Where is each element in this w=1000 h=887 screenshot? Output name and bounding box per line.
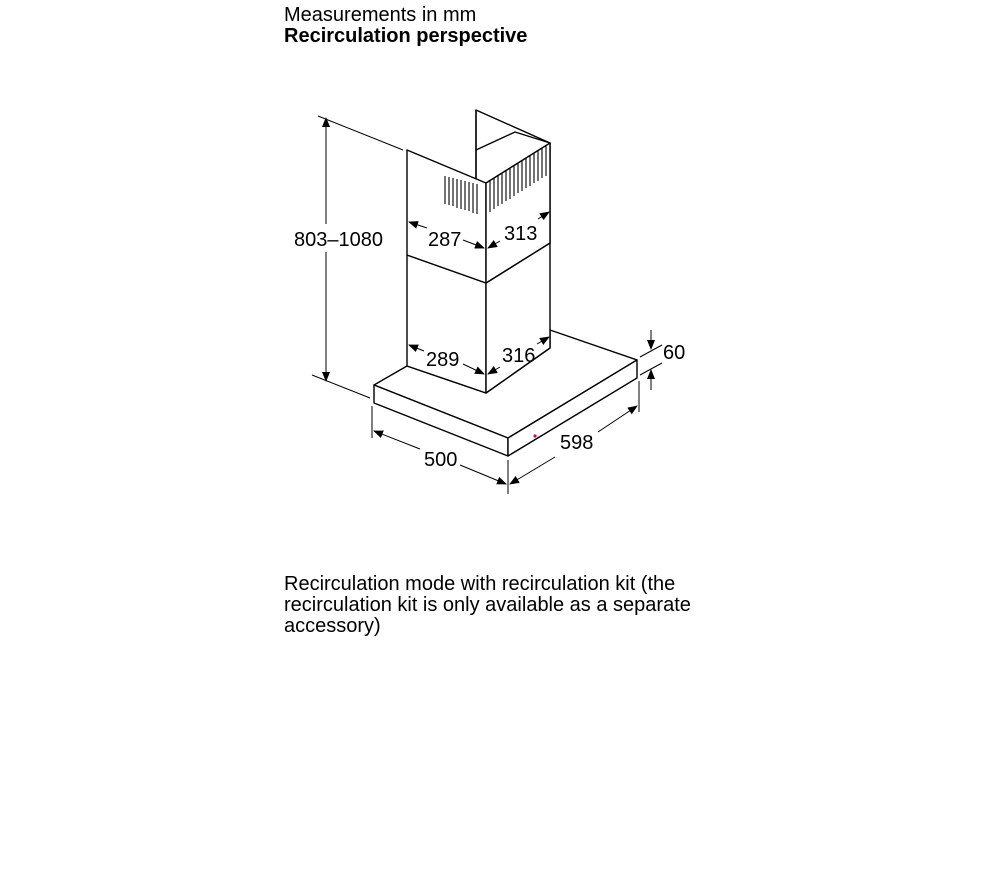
view-title: Recirculation perspective bbox=[284, 25, 528, 47]
upper-chimney bbox=[407, 110, 550, 283]
canopy-height-label: 60 bbox=[663, 342, 686, 364]
canopy-depth-label: 500 bbox=[424, 449, 458, 471]
lower-chimney-depth-label: 316 bbox=[502, 345, 536, 367]
upper-chimney-width-label: 287 bbox=[428, 229, 462, 251]
total-height-label: 803–1080 bbox=[294, 229, 383, 251]
measurement-unit-note: Measurements in mm bbox=[284, 4, 477, 26]
canopy-width-label: 598 bbox=[560, 432, 594, 454]
hood-outline bbox=[374, 110, 637, 456]
control-indicator bbox=[533, 434, 536, 437]
recirculation-note: Recirculation mode with recirculation kit (the recirculation kit is only available as a separate accessory) bbox=[284, 573, 691, 637]
upper-chimney-depth-label: 313 bbox=[504, 223, 538, 245]
lower-chimney-width-label: 289 bbox=[426, 349, 460, 371]
